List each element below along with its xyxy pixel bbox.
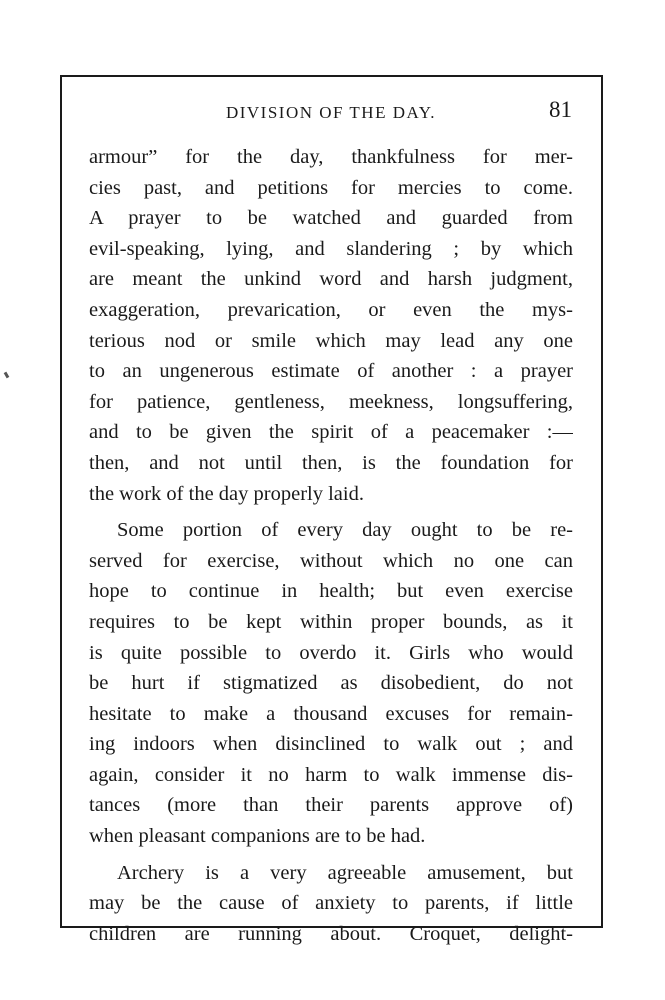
- text-line: Archery is a very agreeable amusement, but: [117, 861, 573, 884]
- text-line: may be the cause of anxiety to parents, if little: [89, 892, 573, 915]
- text-line: ing indoors when disinclined to walk out ; and: [89, 733, 573, 756]
- text-line: is quite possible to overdo it. Girls who would: [89, 641, 573, 664]
- text-line: then, and not until then, is the foundation for: [89, 451, 573, 474]
- text-line: cies past, and petitions for mercies to come.: [89, 176, 573, 199]
- text-line: Some portion of every day ought to be re-: [117, 519, 573, 542]
- text-line: children are running about. Croquet, delight-: [89, 922, 573, 945]
- text-line: and to be given the spirit of a peacemaker :—: [89, 421, 573, 444]
- body-text: [89, 142, 573, 949]
- paragraph: [89, 858, 573, 950]
- text-line: exaggeration, prevarication, or even the mys-: [89, 298, 573, 321]
- text-line: are meant the unkind word and harsh judgment,: [89, 268, 573, 291]
- text-line: tances (more than their parents approve of): [89, 794, 573, 817]
- text-line: again, consider it no harm to walk immense dis-: [89, 763, 573, 786]
- text-line: requires to be kept within proper bounds, as it: [89, 610, 573, 633]
- text-line: to an ungenerous estimate of another : a prayer: [89, 360, 573, 383]
- text-line: be hurt if stigmatized as disobedient, do not: [89, 672, 573, 695]
- paragraph: [89, 142, 573, 509]
- text-line: evil-speaking, lying, and slandering ; by which: [89, 237, 573, 260]
- text-line: when pleasant companions are to be had.: [89, 825, 426, 848]
- running-header: [90, 97, 572, 133]
- text-line: A prayer to be watched and guarded from: [89, 207, 573, 230]
- text-line: armour” for the day, thankfulness for mer-: [89, 146, 573, 168]
- margin-mark: [4, 372, 10, 379]
- text-line: hesitate to make a thousand excuses for remain-: [89, 702, 573, 725]
- page-number: 81: [549, 97, 572, 122]
- text-line: the work of the day properly laid.: [89, 482, 364, 505]
- text-line: terious nod or smile which may lead any one: [89, 329, 573, 352]
- text-line: hope to continue in health; but even exercise: [89, 580, 573, 603]
- text-line: served for exercise, without which no one can: [89, 549, 573, 572]
- paragraph: [89, 515, 573, 852]
- running-title: DIVISION OF THE DAY.: [225, 103, 437, 122]
- text-line: for patience, gentleness, meekness, longsuffering,: [89, 390, 573, 413]
